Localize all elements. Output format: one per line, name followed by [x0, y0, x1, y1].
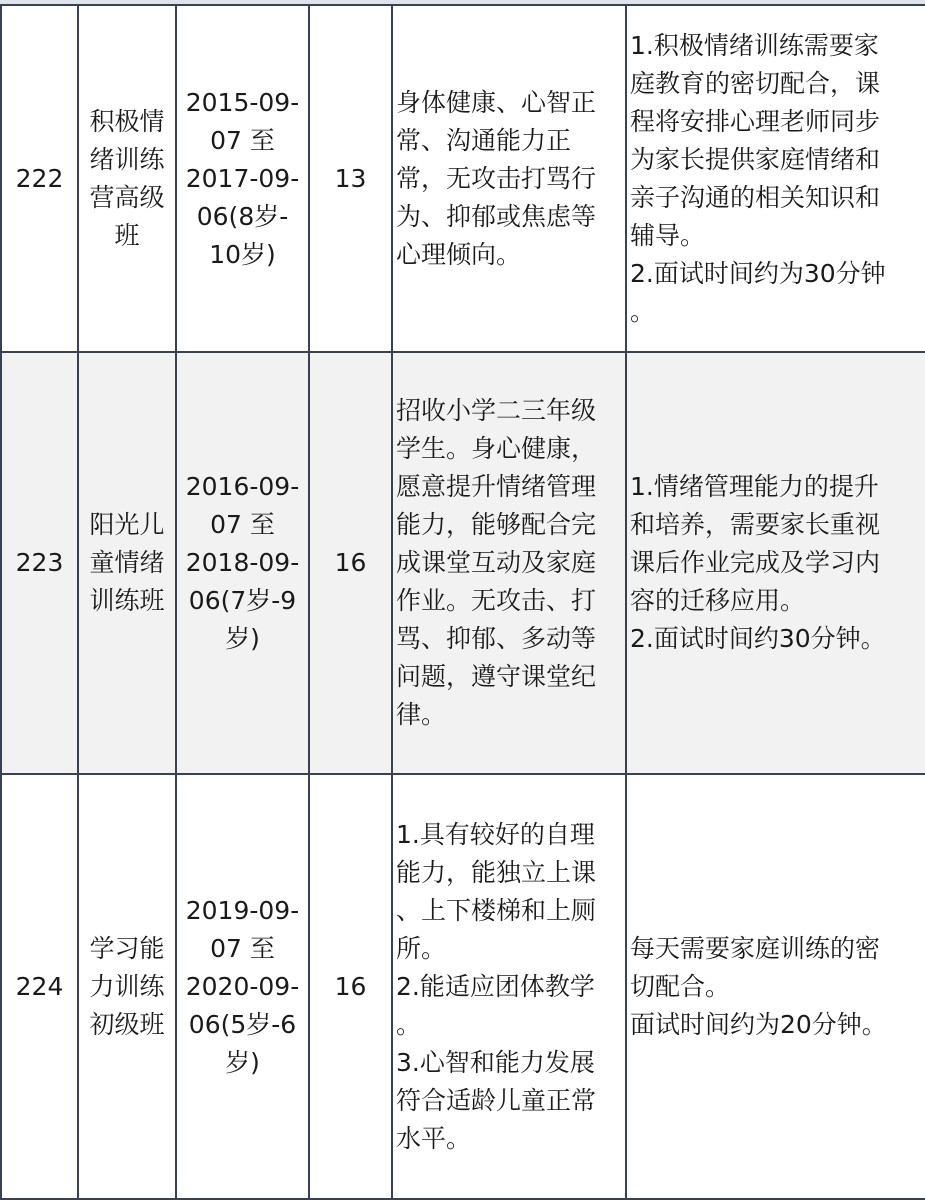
birth-range-line: 07 至 — [210, 125, 275, 155]
requirement-line: 。 — [396, 1009, 422, 1039]
birth-range-line: 06(8岁- — [196, 201, 289, 231]
requirement-line: 常，无攻击打骂行 — [396, 163, 597, 193]
note-line: 每天需要家庭训练的密 — [630, 933, 881, 963]
class-name-line: 学习能 — [89, 933, 165, 963]
requirement-line: 作业。无攻击、打 — [396, 586, 597, 615]
requirement-line: 所。 — [396, 933, 447, 963]
class-name-line: 积极情 — [89, 106, 165, 136]
requirement-line: 为、抑郁或焦虑等 — [396, 201, 597, 231]
note-line: 1.积极情绪训练需要家 — [630, 30, 879, 60]
birth-range-line: 2019-09- — [185, 895, 300, 925]
birth-range-line: 2020-09- — [185, 971, 300, 1001]
note-line: 庭教育的密切配合，课 — [630, 68, 881, 98]
requirement-cell — [392, 774, 626, 1199]
birth-range-line: 2016-09- — [185, 472, 300, 501]
class-name-line: 阳光儿 — [89, 510, 165, 539]
requirement-cell — [392, 352, 626, 774]
birth-range-line: 2018-09- — [185, 548, 300, 577]
enrollment-count: 16 — [334, 548, 367, 577]
birth-range-cell — [176, 352, 309, 774]
class-name-cell — [78, 5, 176, 352]
class-name-cell — [78, 774, 176, 1199]
birth-range-line: 2015-09- — [185, 87, 300, 117]
class-number: 224 — [15, 971, 64, 1001]
requirement-line: 问题，遵守课堂纪 — [396, 662, 597, 691]
requirement-line: 能力，能独立上课 — [396, 857, 597, 887]
class-table — [0, 4, 925, 1200]
note-line: 为家长提供家庭情绪和 — [630, 144, 881, 174]
requirement-line: 2.能适应团体教学 — [396, 971, 595, 1001]
requirement-line: 符合适龄儿童正常 — [396, 1085, 597, 1115]
class-name-line: 童情绪 — [89, 548, 165, 577]
enrollment-count: 16 — [334, 971, 367, 1001]
requirement-line: 水平。 — [396, 1123, 472, 1153]
requirement-cell — [392, 5, 626, 352]
note-line: 亲子沟通的相关知识和 — [630, 182, 881, 212]
requirement-line: 骂、抑郁、多动等 — [396, 624, 597, 653]
note-line: 1.情绪管理能力的提升 — [630, 472, 879, 501]
birth-range-cell — [176, 5, 309, 352]
requirement-line: 、上下楼梯和上厕 — [396, 895, 597, 925]
note-line: 和培养，需要家长重视 — [630, 510, 881, 539]
birth-range-line: 2017-09- — [185, 163, 300, 193]
table-row — [1, 5, 925, 352]
requirement-line: 能力，能够配合完 — [396, 510, 597, 539]
class-name-cell — [78, 352, 176, 774]
table-row — [1, 352, 925, 774]
class-number: 222 — [15, 163, 64, 193]
requirement-line: 成课堂互动及家庭 — [396, 548, 597, 577]
requirement-line: 愿意提升情绪管理 — [396, 472, 597, 501]
requirement-line: 身体健康、心智正 — [396, 87, 597, 117]
class-name-line: 班 — [114, 220, 140, 250]
birth-range-cell — [176, 774, 309, 1199]
note-cell — [626, 774, 925, 1199]
requirement-line: 3.心智和能力发展 — [396, 1047, 595, 1077]
enrollment-count-cell — [309, 774, 392, 1199]
birth-range-line: 06(5岁-6 — [188, 1009, 297, 1039]
birth-range-line: 岁) — [225, 624, 260, 653]
requirement-line: 1.具有较好的自理 — [396, 819, 595, 849]
birth-range-line: 07 至 — [210, 933, 275, 963]
enrollment-count-cell — [309, 5, 392, 352]
birth-range-line: 06(7岁-9 — [188, 586, 297, 615]
requirement-line: 常、沟通能力正 — [396, 125, 572, 155]
class-name-line: 力训练 — [89, 971, 165, 1001]
note-line: 。 — [630, 296, 656, 326]
enrollment-count: 13 — [334, 163, 367, 193]
class-name-line: 绪训练 — [89, 144, 165, 174]
note-line: 面试时间约为20分钟。 — [630, 1009, 887, 1039]
note-cell — [626, 352, 925, 774]
class-number-cell — [1, 774, 78, 1199]
enrollment-count-cell — [309, 352, 392, 774]
note-line: 辅导。 — [630, 220, 706, 250]
note-line: 切配合。 — [630, 971, 731, 1001]
note-cell — [626, 5, 925, 352]
class-number-cell — [1, 5, 78, 352]
requirement-line: 律。 — [396, 700, 447, 729]
note-line: 2.面试时间约30分钟。 — [630, 624, 886, 653]
note-line: 课后作业完成及学习内 — [630, 548, 881, 577]
note-line: 程将安排心理老师同步 — [630, 106, 881, 136]
requirement-line: 招收小学二三年级 — [396, 396, 597, 425]
note-line: 2.面试时间约为30分钟 — [630, 258, 886, 288]
birth-range-line: 10岁) — [209, 239, 276, 269]
birth-range-line: 07 至 — [210, 510, 275, 539]
class-number-cell — [1, 352, 78, 774]
table-row — [1, 774, 925, 1199]
requirement-line: 心理倾向。 — [396, 239, 522, 269]
class-name-line: 营高级 — [89, 182, 165, 212]
birth-range-line: 岁) — [225, 1047, 260, 1077]
class-number: 223 — [15, 548, 64, 577]
class-name-line: 初级班 — [89, 1009, 165, 1039]
note-line: 容的迁移应用。 — [630, 586, 806, 615]
class-name-line: 训练班 — [89, 586, 165, 615]
requirement-line: 学生。身心健康， — [396, 434, 597, 463]
